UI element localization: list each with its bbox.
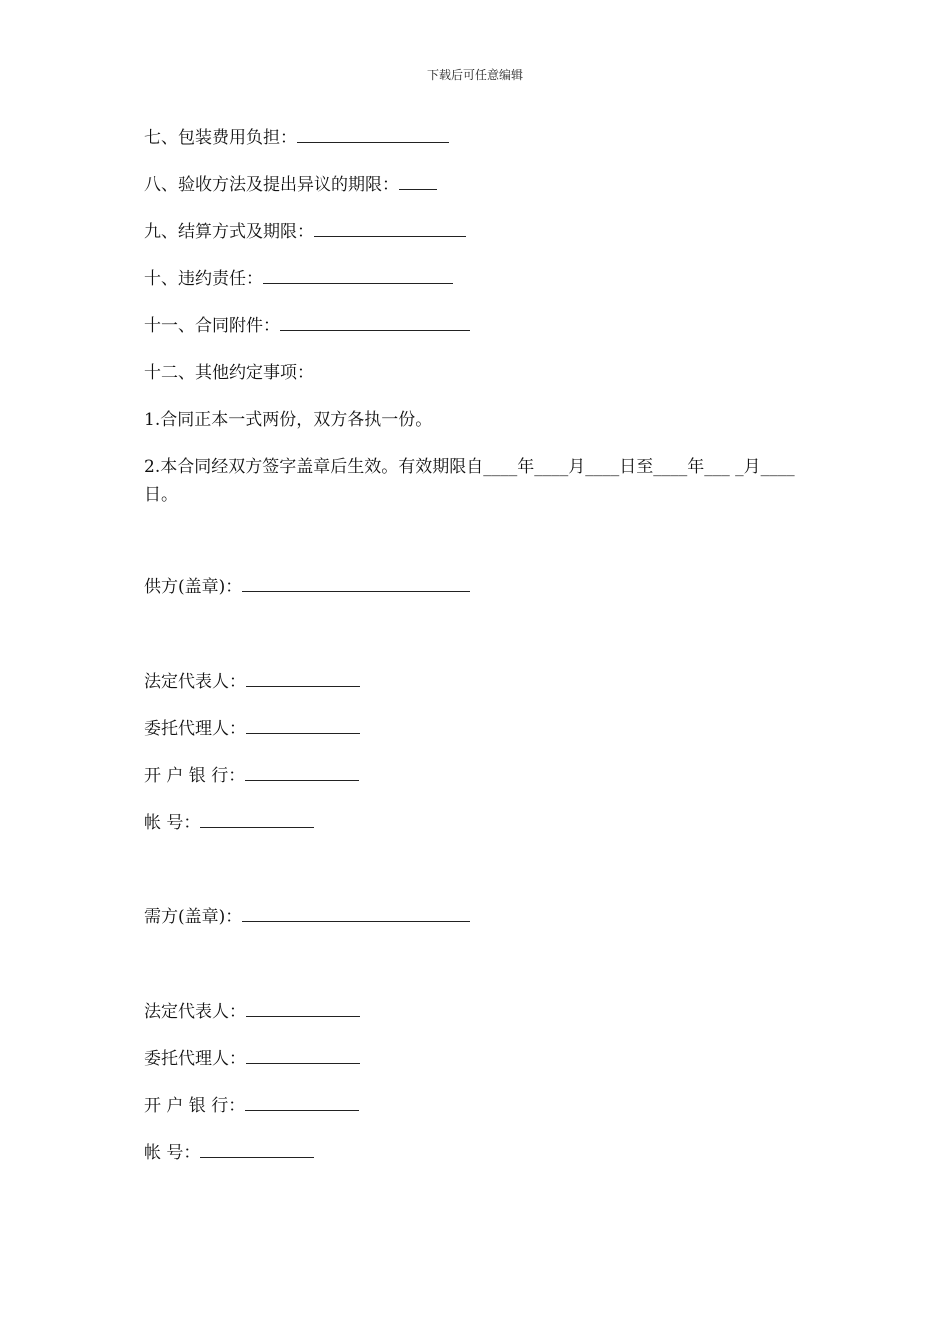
buyer-bank: 开 户 银 行：	[144, 1092, 359, 1120]
buyer-seal: 需方(盖章)：	[144, 903, 470, 931]
item-label: 九、结算方式及期限：	[144, 222, 314, 242]
item-liability	[144, 265, 453, 293]
clause-2: 2.本合同经双方签字盖章后生效。有效期限自____年____月____日至____年___ _月____日。	[144, 457, 795, 505]
fill-blank	[200, 809, 314, 828]
buyer-account: 帐 号：	[144, 1139, 314, 1167]
clause-1: 1.合同正本一式两份，双方各执一份。	[144, 410, 433, 430]
item-other	[144, 359, 314, 387]
supplier-account: 帐 号：	[144, 809, 314, 837]
fill-blank	[399, 171, 437, 190]
fill-blank	[242, 573, 470, 592]
fill-blank	[280, 312, 470, 331]
fill-blank	[314, 218, 466, 237]
page-header: 下载后可任意编辑	[426, 68, 523, 82]
fill-blank	[263, 265, 453, 284]
supplier-seal: 供方(盖章)：	[144, 573, 470, 601]
item-inspection	[144, 171, 437, 199]
item-label: 十、违约责任：	[144, 269, 263, 289]
item-settlement	[144, 218, 466, 246]
supplier-agent: 委托代理人：	[144, 715, 360, 743]
supplier-legal-rep: 法定代表人：	[144, 668, 360, 696]
item-label: 十二、其他约定事项：	[144, 363, 314, 383]
buyer-agent: 委托代理人：	[144, 1045, 360, 1073]
fill-blank	[242, 903, 470, 922]
item-label: 八、验收方法及提出异议的期限：	[144, 175, 399, 195]
fill-blank	[245, 1092, 359, 1111]
fill-blank	[246, 1045, 360, 1064]
item-label: 十一、合同附件：	[144, 316, 280, 336]
item-packaging	[144, 124, 449, 152]
fill-blank	[246, 998, 360, 1017]
fill-blank	[200, 1139, 314, 1158]
fill-blank	[245, 762, 359, 781]
fill-blank	[246, 715, 360, 734]
fill-blank	[297, 124, 449, 143]
fill-blank	[246, 668, 360, 687]
item-label: 七、包装费用负担：	[144, 128, 297, 148]
item-attachments	[144, 312, 470, 340]
supplier-bank: 开 户 银 行：	[144, 762, 359, 790]
buyer-legal-rep: 法定代表人：	[144, 998, 360, 1026]
